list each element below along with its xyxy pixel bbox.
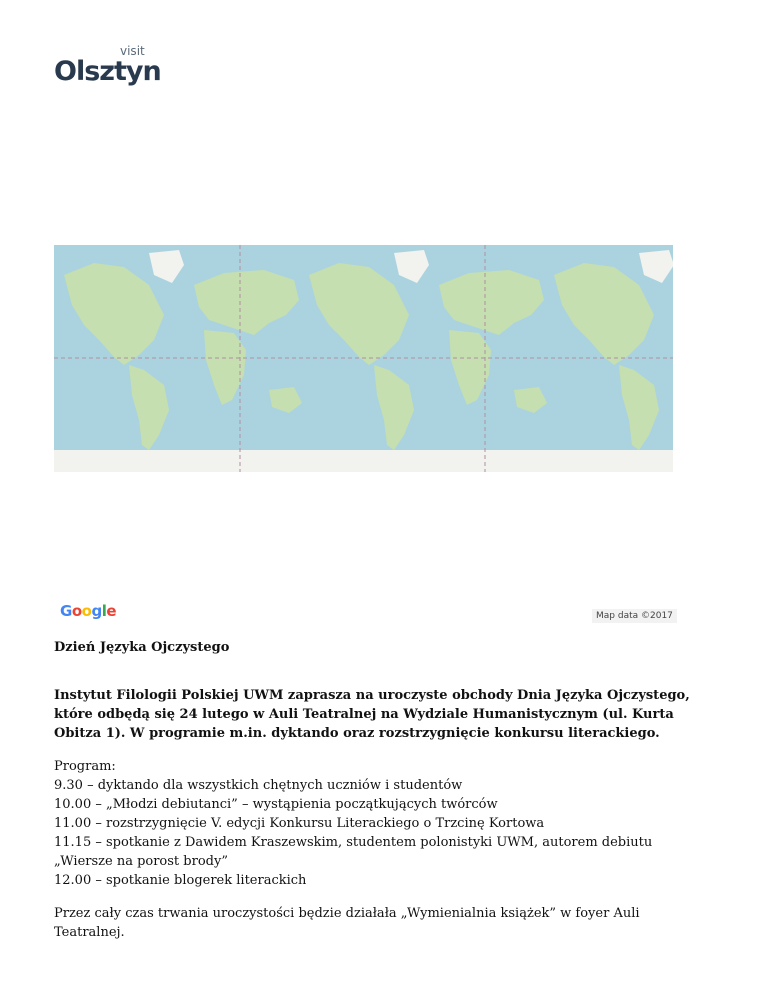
article-intro: Instytut Filologii Polskiej UWM zaprasza na uroczyste obchody Dnia Języka Ojczystego, które odbędą się 24 lutego w Auli Teatralnej na Wydziale Humanistycznym (ul. Kurta Obitza 1). W programie m.in. dyktando oraz rozstrzygnięcie konkursu literackiego. — [54, 688, 690, 741]
program-item: 10.00 – „Młodzi debiutanci” – wystąpienia początkujących twórców — [54, 797, 498, 812]
logo-visit-text: visit — [120, 44, 145, 58]
world-map-graphic — [54, 245, 673, 472]
program-list — [54, 757, 714, 890]
article — [54, 638, 714, 955]
map-attribution[interactable]: Map data ©2017 — [592, 609, 677, 623]
program-item: 11.15 – spotkanie z Dawidem Kraszewskim, studentem polonistyki UWM, autorem debiutu „Wiersze na porost brody” — [54, 835, 653, 869]
program-heading: Program: — [54, 759, 116, 774]
article-closing: Przez cały czas trwania uroczystości będzie działała „Wymienialnia książek” w foyer Auli Teatralnej. — [54, 906, 640, 940]
world-map[interactable] — [54, 245, 673, 472]
article-title: Dzień Języka Ojczystego — [54, 640, 230, 655]
program-item: 12.00 – spotkanie blogerek literackich — [54, 873, 307, 888]
program-item: 11.00 – rozstrzygnięcie V. edycji Konkursu Literackiego o Trzcinę Kortowa — [54, 816, 545, 831]
logo-brand-text: Olsztyn — [54, 56, 161, 87]
program-item: 9.30 – dyktando dla wszystkich chętnych uczniów i studentów — [54, 778, 463, 793]
google-logo[interactable]: Google — [60, 602, 117, 620]
visit-olsztyn-logo[interactable] — [54, 44, 161, 94]
